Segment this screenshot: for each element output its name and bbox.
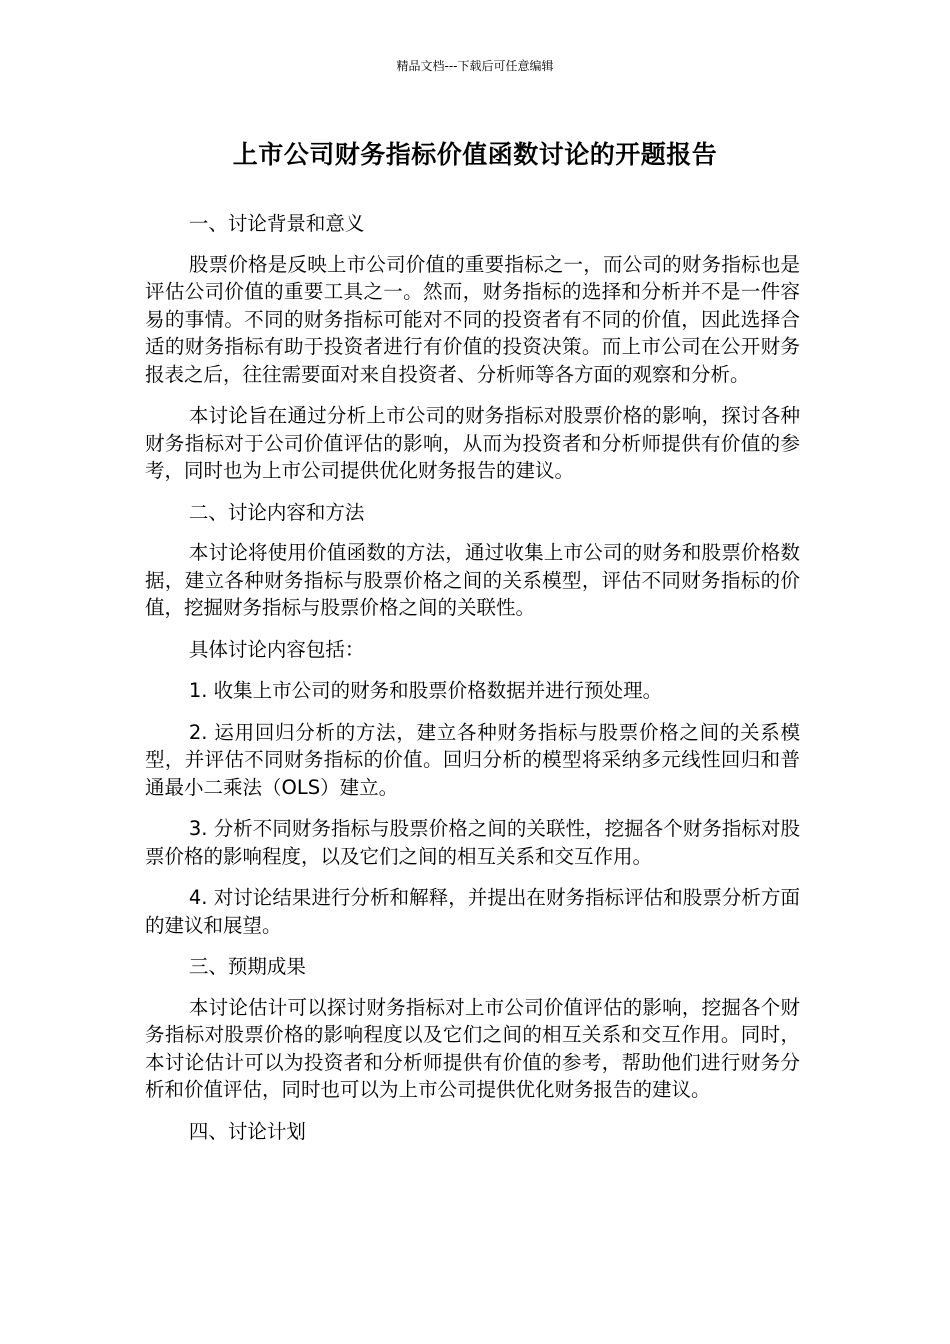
body-paragraph: 股票价格是反映上市公司价值的重要指标之一，而公司的财务指标也是评估公司价值的重要工具之一。然而，财务指标的选择和分析并不是一件容易的事情。不同的财务指标可能对不同的投资者有不同的价值，因此选择合适的财务指标有助于投资者进行有价值的投资决策。而上市公司在公开财务报表之后，往往需要面对来自投资者、分析师等各方面的观察和分析。 xyxy=(145,252,800,386)
document-body xyxy=(145,210,800,1158)
document-title: 上市公司财务指标价值函数讨论的开题报告 xyxy=(232,140,718,169)
section-heading: 一、讨论背景和意义 xyxy=(188,212,365,235)
list-item: 3. 分析不同财务指标与股票价格之间的关联性，挖掘各个财务指标对股票价格的影响程度，以及它们之间的相互关系和交互作用。 xyxy=(145,817,800,868)
section-heading: 二、讨论内容和方法 xyxy=(188,500,365,524)
page-header: 精品文档---下载后可任意编辑 xyxy=(396,59,554,73)
body-paragraph: 本讨论将使用价值函数的方法，通过收集上市公司的财务和股票价格数据，建立各种财务指标与股票价格之间的关系模型，评估不同财务指标的价值，挖掘财务指标与股票价格之间的关联性。 xyxy=(145,541,800,619)
body-paragraph: 具体讨论内容包括： xyxy=(188,637,365,661)
section-heading: 四、讨论计划 xyxy=(188,1119,306,1143)
body-paragraph: 本讨论估计可以探讨财务指标对上市公司价值评估的影响，挖掘各个财务指标对股票价格的影响程度以及它们之间的相互关系和交互作用。同时，本讨论估计可以为投资者和分析师提供有价值的参考，帮助他们进行财务分析和价值评估，同时也可以为上市公司提供优化财务报告的建议。 xyxy=(145,995,800,1101)
section-heading: 三、预期成果 xyxy=(188,955,306,978)
list-item: 4. 对讨论结果进行分析和解释，并提出在财务指标评估和股票分析方面的建议和展望。 xyxy=(145,886,800,937)
body-paragraph: 本讨论旨在通过分析上市公司的财务指标对股票价格的影响，探讨各种财务指标对于公司价值评估的影响，从而为投资者和分析师提供有价值的参考，同时也为上市公司提供优化财务报告的建议。 xyxy=(145,404,800,482)
list-item: 1. 收集上市公司的财务和股票价格数据并进行预处理。 xyxy=(188,679,663,702)
list-item: 2. 运用回归分析的方法，建立各种财务指标与股票价格之间的关系模型，并评估不同财务指标的价值。回归分析的模型将采纳多元线性回归和普通最小二乘法（OLS）建立。 xyxy=(145,720,800,799)
